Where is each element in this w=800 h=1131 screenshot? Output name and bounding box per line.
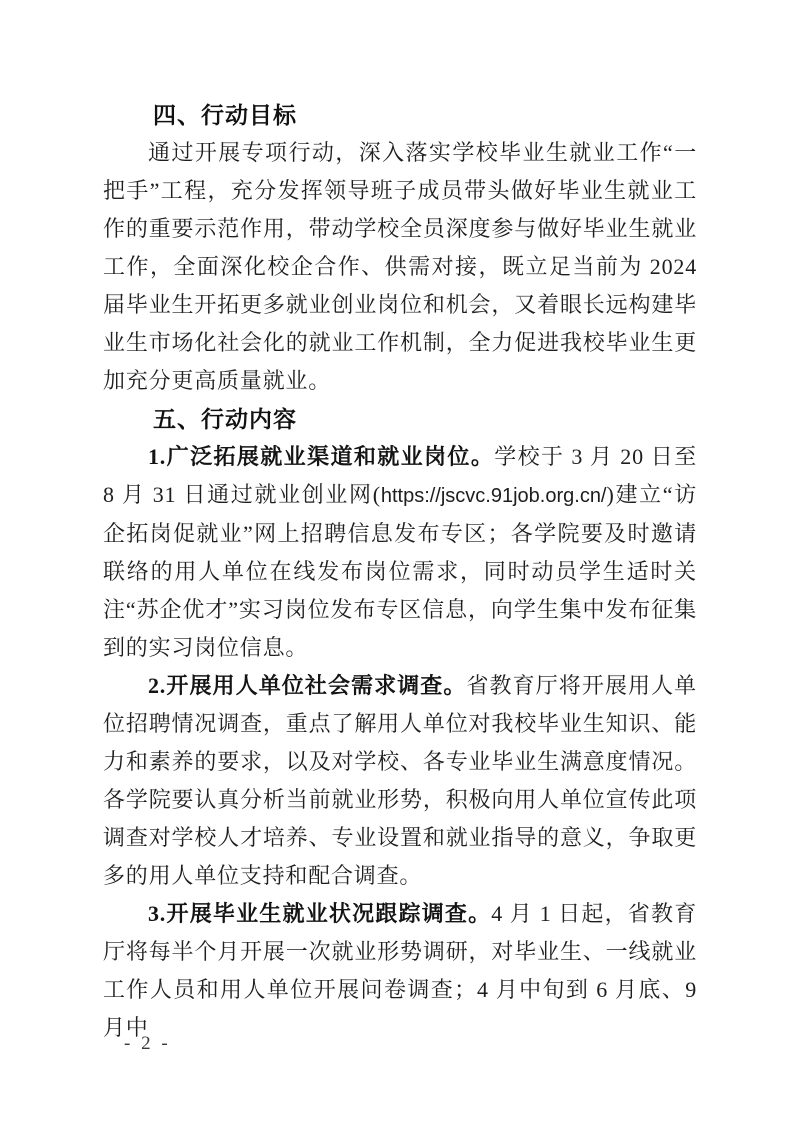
item-1-url: https://jscvc.91job.org.cn/	[380, 485, 607, 507]
item-3-body: 4 月 1 日起，省教育厅将每半个月开展一次就业形势调研，对毕业生、一线就业工作人员和用人单位开展问卷调查；4 月中旬到 6 月底、9 月中	[103, 901, 697, 1040]
item-2-body: 省教育厅将开展用人单位招聘情况调查，重点了解用人单位对我校毕业生知识、能力和素养的要求，以及对学校、各专业毕业生满意度情况。各学院要认真分析当前就业形势，积极向用人单位宣传此项调查对学校人才培养、专业设置和就业指导的意义，争取更多的用人单位支持和配合调查。	[103, 673, 697, 888]
section-heading-action-goals: 四、行动目标	[153, 102, 297, 128]
paragraph-item-2	[103, 667, 697, 895]
document-body	[103, 96, 697, 1047]
paragraph-item-3	[103, 895, 697, 1047]
paragraph-item-1	[103, 438, 697, 667]
item-1-body-post: )建立“访企拓岗促就业”网上招聘信息发布专区；各学院要及时邀请联络的用人单位在线发布岗位需求，同时动员学生适时关注“苏企优才”实习岗位发布专区信息，向学生集中发布征集到的实习岗位信息。	[103, 482, 697, 660]
item-3-lead: 3.开展毕业生就业状况跟踪调查。	[148, 901, 492, 926]
item-2-lead: 2.开展用人单位社会需求调查。	[148, 673, 467, 698]
section-heading-action-content: 五、行动内容	[153, 406, 297, 432]
item-1-lead: 1.广泛拓展就业渠道和就业岗位。	[148, 444, 495, 469]
page-number: - 2 -	[124, 1033, 171, 1054]
item-1-body-pre: 学校于 3 月 20 日至 8 月 31 日通过就业创业网(	[103, 444, 697, 507]
paragraph-action-goals: 通过开展专项行动，深入落实学校毕业生就业工作“一把手”工程，充分发挥领导班子成员带头做好毕业生就业工作的重要示范作用，带动学校全员深度参与做好毕业生就业工作，全面深化校企合作、供需对接，既立足当前为 2024 届毕业生开拓更多就业创业岗位和机会，又着眼长远构建毕业生市场化社会化的就业工作机制，全力促进我校毕业生更加充分更高质量就业。	[103, 140, 697, 393]
